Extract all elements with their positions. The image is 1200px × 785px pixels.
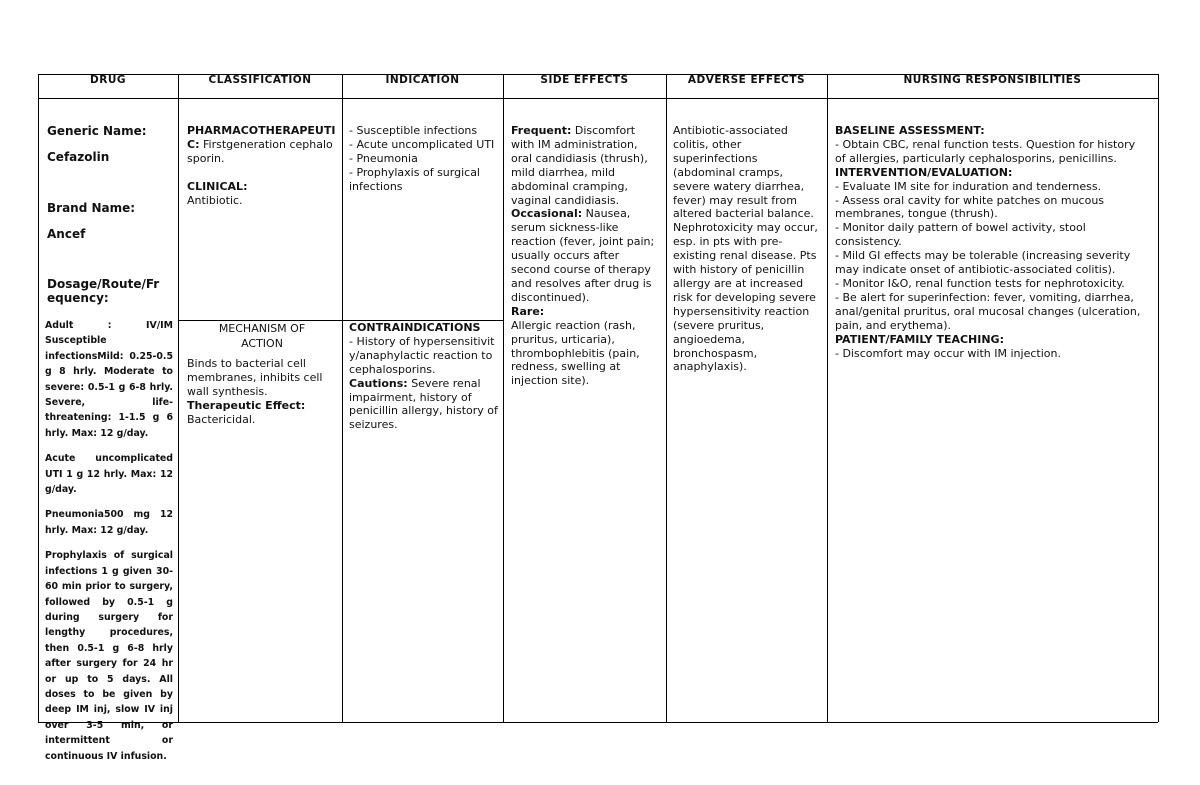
rare-label: Rare:: [511, 304, 545, 318]
header-classification: CLASSIFICATION: [208, 74, 312, 86]
intervention-item: - Mild GI effects may be tolerable (increasing severity may indicate onset of antibiotic-associated colitis).: [835, 249, 1131, 277]
indication-item: - Pneumonia: [349, 151, 418, 165]
header-divider: [38, 98, 1158, 99]
indication-item: - Susceptible infections: [349, 124, 478, 137]
header-side-effects: SIDE EFFECTS: [540, 74, 629, 86]
occasional-label: Occasional:: [511, 207, 583, 221]
frequent-value: Discomfort with IM administration, oral candidiasis (thrush), mild diarrhea, mild abdominal cramping, vaginal candidiasis.: [511, 124, 648, 207]
intervention-item: - Evaluate IM site for induration and tenderness.: [835, 179, 1102, 193]
adverse-effects-text: Antibiotic-associated colitis, other superinfections (abdominal cramps, severe watery diarrhea, fever) may result from altered bacterial balance. Nephrotoxicity may occur, esp. in pts with pre-existing renal disease. Pts with history of penicillin allergy are at increased risk for developing severe hypersensitivity reaction (severe pruritus, angioedema, bronchospasm, anaphylaxis).: [673, 124, 818, 374]
col-divider-6: [1158, 74, 1159, 722]
col-divider-1: [178, 74, 179, 722]
intervention-item: - Monitor I&O, renal function tests for nephrotoxicity.: [835, 276, 1125, 290]
baseline-assessment-title: BASELINE ASSESSMENT:: [835, 124, 985, 137]
rare-value: Allergic reaction (rash, pruritus, urticaria), thrombophlebitis (pain, redness, swelling at injection site).: [511, 318, 640, 388]
clinical-value: Antibiotic.: [187, 193, 243, 207]
intervention-item: - Monitor daily pattern of bowel activity, stool consistency.: [835, 221, 1086, 249]
generic-name-value: Cefazolin: [47, 150, 110, 164]
col-divider-3: [503, 74, 504, 722]
teaching-item: - Discomfort may occur with IM injection.: [835, 346, 1061, 360]
mechanism-text: Binds to bacterial cell membranes, inhibits cell wall synthesis.: [187, 357, 323, 398]
header-nursing: NURSING RESPONSIBILITIES: [903, 74, 1082, 86]
col-divider-2: [342, 74, 343, 722]
therapeutic-effect-value: Bactericidal.: [187, 412, 256, 426]
clinical-label: CLINICAL:: [187, 179, 248, 193]
dosage-paragraph: Adult : IV/IM Susceptible infectionsMild: 0.25-0.5 g 8 hrly. Moderate to severe: 0.5-1 g 6-8 hrly. Severe, life-threatening: 1-1.5 g 6 hrly. Max: 12 g/day.: [45, 320, 173, 439]
dosage-paragraph: Pneumonia500 mg 12 hrly. Max: 12 g/day.: [45, 509, 173, 536]
header-indication: INDICATION: [385, 74, 460, 86]
contraindication-item: - History of hypersensitivity/anaphylactic reaction to cephalosporins.: [349, 334, 495, 376]
nursing-cell: [835, 124, 1147, 360]
generic-name-label: Generic Name:: [47, 124, 147, 138]
indication-item: - Prophylaxis of surgical infections: [349, 165, 480, 193]
baseline-item: - Obtain CBC, renal function tests. Question for history of allergies, particularly cephalosporins, penicillins.: [835, 137, 1136, 165]
occasional-value: Nausea, serum sickness-like reaction (fever, joint pain; usually occurs after second course of therapy and resolves after drug is discontinued).: [511, 207, 655, 304]
intervention-title: INTERVENTION/EVALUATION:: [835, 165, 1013, 179]
side-effects-cell: [511, 124, 661, 388]
indication-cell: [349, 124, 499, 194]
cautions-label: Cautions:: [349, 376, 408, 390]
cautions-value: Severe renal impairment, history of penicillin allergy, history of seizures.: [349, 376, 498, 432]
brand-name-label: Brand Name:: [47, 201, 136, 215]
contraindications-title: CONTRAINDICATIONS: [349, 321, 481, 334]
brand-name-value: Ancef: [47, 227, 86, 241]
col-divider-4: [666, 74, 667, 722]
adverse-effects-cell: [673, 124, 823, 374]
indication-item: - Acute uncomplicated UTI: [349, 137, 495, 151]
col-divider-5: [827, 74, 828, 722]
header-drug: DRUG: [90, 74, 126, 86]
therapeutic-effect-label: Therapeutic Effect:: [187, 398, 306, 412]
frequent-label: Frequent:: [511, 124, 572, 137]
dosage-label: Dosage/Route/Frequency:: [47, 277, 160, 305]
dosage-paragraph: Acute uncomplicated UTI 1 g 12 hrly. Max: 12 g/day.: [45, 453, 173, 496]
pharmacotherapeutic-value: Firstgeneration cephalosporin.: [187, 137, 333, 165]
classification-cell: [187, 124, 337, 208]
dosage-paragraph: Prophylaxis of surgical infections 1 g given 30-60 min prior to surgery, followed by 0.5-1 g during surgery for lengthy procedures, then 0.5-1 g 6-8 hrly after surgery for 24 hr or up to 5 days. All doses to be given by deep IM inj, slow IV inj over 3-5 min, or intermittent or continuous IV infusion.: [45, 550, 173, 762]
intervention-item: - Be alert for superinfection: fever, vomiting, diarrhea, anal/genital pruritus, oral mucosal changes (ulceration, pain, and erythema).: [835, 290, 1141, 332]
dosage-details: [45, 318, 173, 774]
col-divider-0: [38, 74, 39, 722]
drug-cell: [47, 124, 173, 305]
teaching-title: PATIENT/FAMILY TEACHING:: [835, 332, 1004, 346]
pharmacotherapeutic-label: PHARMACOTHERAPEUTIC:: [187, 124, 336, 151]
mechanism-cell: [187, 321, 337, 427]
table-bottom-border: [38, 722, 1158, 723]
mechanism-title: MECHANISM OF ACTION: [218, 322, 306, 350]
contraindications-cell: [349, 321, 499, 432]
intervention-item: - Assess oral cavity for white patches on mucous membranes, tongue (thrush).: [835, 193, 1105, 221]
header-adverse-effects: ADVERSE EFFECTS: [687, 74, 806, 86]
